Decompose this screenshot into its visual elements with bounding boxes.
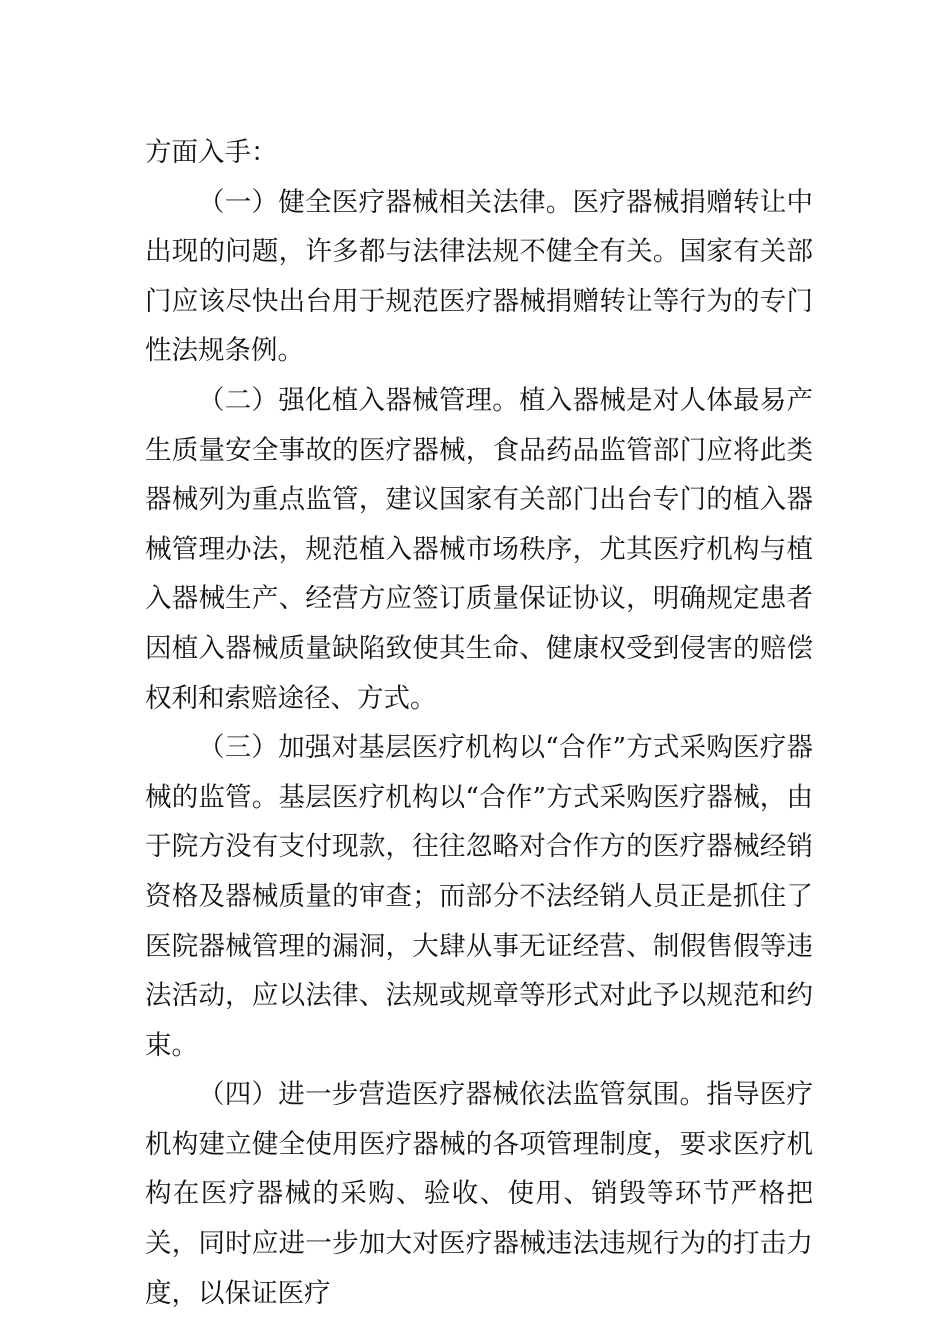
paragraph-4-regulatory-atmosphere: （四）进一步营造医疗器械依法监管氛围。指导医疗机构建立健全使用医疗器械的各项管理制度，要求医疗机构在医疗器械的采购、验收、使用、销毁等环节严格把关，同时应进一步加大对医疗器械违法违规行为的打击力度，以保证医疗	[145, 1079, 813, 1309]
paragraph-2-implant-management: （二）强化植入器械管理。植入器械是对人体最易产生质量安全事故的医疗器械，食品药品监管部门应将此类器械列为重点监管，建议国家有关部门出台专门的植入器械管理办法，规范植入器械市场秩序，尤其医疗机构与植入器械生产、经营方应签订质量保证协议，明确规定患者因植入器械质量缺陷致使其生命、健康权受到侵害的赔偿权利和索赔途径、方式。	[145, 384, 813, 714]
body-text	[145, 128, 813, 1318]
paragraph-1-improve-laws: （一）健全医疗器械相关法律。医疗器械捐赠转让中出现的问题，许多都与法律法规不健全有关。国家有关部门应该尽快出台用于规范医疗器械捐赠转让等行为的专门性法规条例。	[145, 186, 813, 367]
paragraph-continuation: 方面入手：	[145, 137, 278, 168]
paragraph-3-grassroots-procurement: （三）加强对基层医疗机构以“合作”方式采购医疗器械的监管。基层医疗机构以“合作”方式采购医疗器械，由于院方没有支付现款，往往忽略对合作方的医疗器械经销资格及器械质量的审查；而部分不法经销人员正是抓住了医院器械管理的漏洞，大肆从事无证经营、制假售假等违法活动，应以法律、法规或规章等形式对此予以规范和约束。	[145, 732, 813, 1061]
